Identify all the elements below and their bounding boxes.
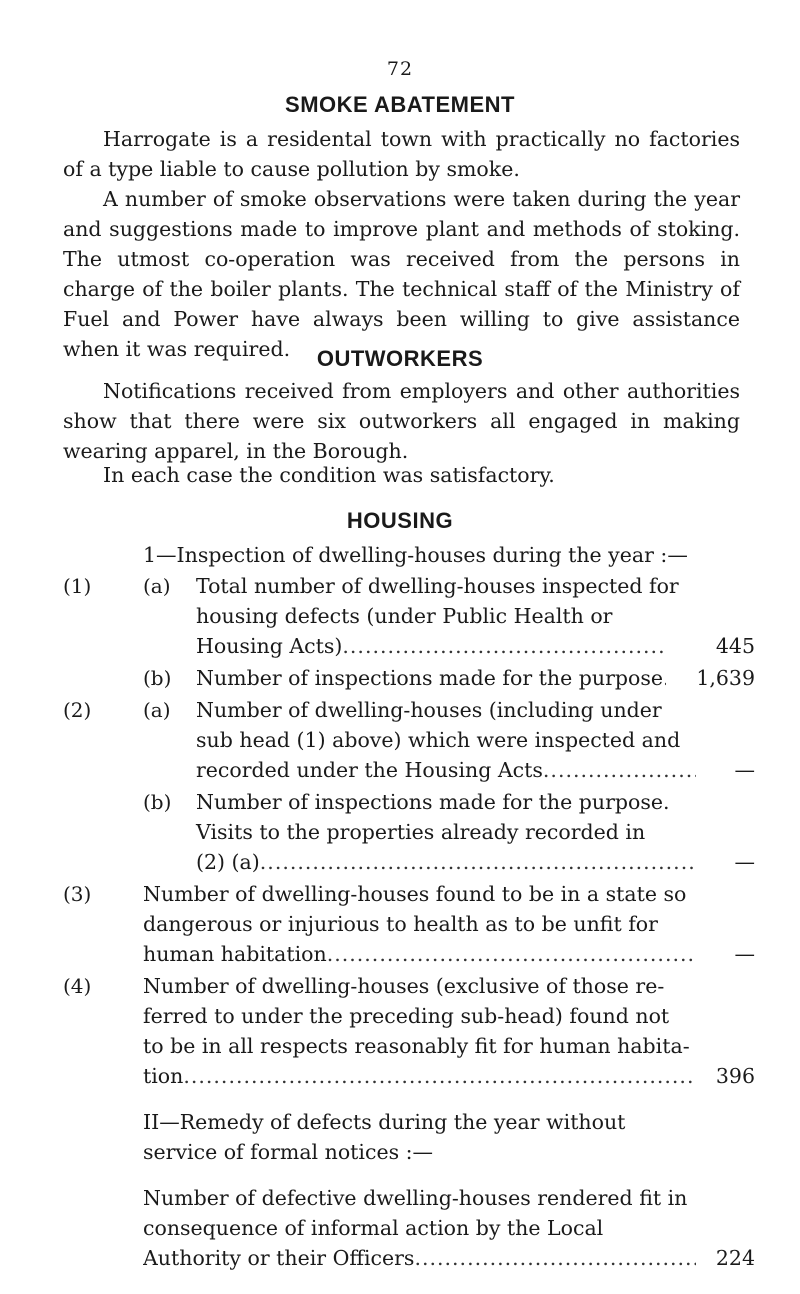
smoke-paragraph-2: A number of smoke observations were taken during the year and suggestions made to improve plant and methods of stoking. The utmost co-operation was received from the persons in charge of the boiler plants. The technical staff of the Ministry of Fuel and Power have always been willing to give assistance when it was required. (63, 187, 740, 361)
item-number-3: (3) (63, 882, 92, 906)
item-1a-value: 445 (715, 634, 755, 658)
item-1a-line-1: Total number of dwelling-houses inspected for (196, 574, 679, 598)
item-1b-leader: Number of inspections made for the purpose ..... (196, 663, 666, 693)
item-2a-line-1: Number of dwelling-houses (including under (196, 698, 662, 722)
section-2-line-1: II—Remedy of defects during the year without (143, 1110, 626, 1134)
item-1b-value: 1,639 (696, 666, 755, 690)
item-4-line-1: Number of dwelling-houses (exclusive of those re- (143, 974, 665, 998)
item-number-1: (1) (63, 574, 92, 598)
item-2a-value: — (734, 758, 755, 782)
item-3-line-2: dangerous or injurious to health as to be unfit for (143, 912, 658, 936)
remedy-line-2: consequence of informal action by the Local (143, 1216, 604, 1240)
item-sub-1a: (a) (143, 574, 171, 598)
item-3-line-1: Number of dwelling-houses found to be in a state so (143, 882, 687, 906)
item-3-leader: human habitation ..... (143, 939, 696, 969)
outworkers-paragraph-1: Notifications received from employers and other authorities show that there were six outworkers all engaged in making wearing apparel, in the Borough. (63, 379, 740, 463)
item-sub-2b: (b) (143, 790, 172, 814)
item-sub-1b: (b) (143, 666, 172, 690)
remedy-value: 224 (715, 1246, 755, 1270)
item-number-2: (2) (63, 698, 92, 722)
item-sub-2a: (a) (143, 698, 171, 722)
housing-heading: HOUSING (346, 508, 454, 533)
housing-section-1-title: 1—Inspection of dwelling-houses during the year :— (143, 543, 688, 567)
section-2-line-2: service of formal notices :— (143, 1140, 434, 1164)
outworkers-heading: OUTWORKERS (316, 346, 484, 371)
remedy-leader: Authority or their Officers ..... (143, 1243, 696, 1273)
item-2b-line-2: Visits to the properties already recorded in (196, 820, 646, 844)
item-4-line-3: to be in all respects reasonably fit for human habita- (143, 1034, 690, 1058)
smoke-heading: SMOKE ABATEMENT (285, 92, 515, 117)
item-4-line-2: ferred to under the preceding sub-head) found not (143, 1004, 670, 1028)
item-1a-leader: Housing Acts) ..... (196, 631, 666, 661)
remedy-line-1: Number of defective dwelling-houses rendered fit in (143, 1186, 688, 1210)
item-2a-leader: recorded under the Housing Acts ..... (196, 755, 696, 785)
outworkers-paragraph-2: In each case the condition was satisfactory. (103, 463, 555, 487)
item-4-value: 396 (715, 1064, 755, 1088)
item-3-value: — (734, 942, 755, 966)
item-2b-leader: (2) (a) ..... (196, 847, 696, 877)
item-1a-line-2: housing defects (under Public Health or (196, 604, 613, 628)
item-4-leader: tion ..... (143, 1061, 696, 1091)
item-2b-value: — (734, 850, 755, 874)
item-number-4: (4) (63, 974, 92, 998)
item-2a-line-2: sub head (1) above) which were inspected and (196, 728, 681, 752)
item-2b-line-1: Number of inspections made for the purpose. (196, 790, 670, 814)
smoke-paragraph-1: Harrogate is a residental town with practically no factories of a type liable to cause pollution by smoke. (63, 127, 740, 181)
page-number: 72 (386, 58, 414, 80)
